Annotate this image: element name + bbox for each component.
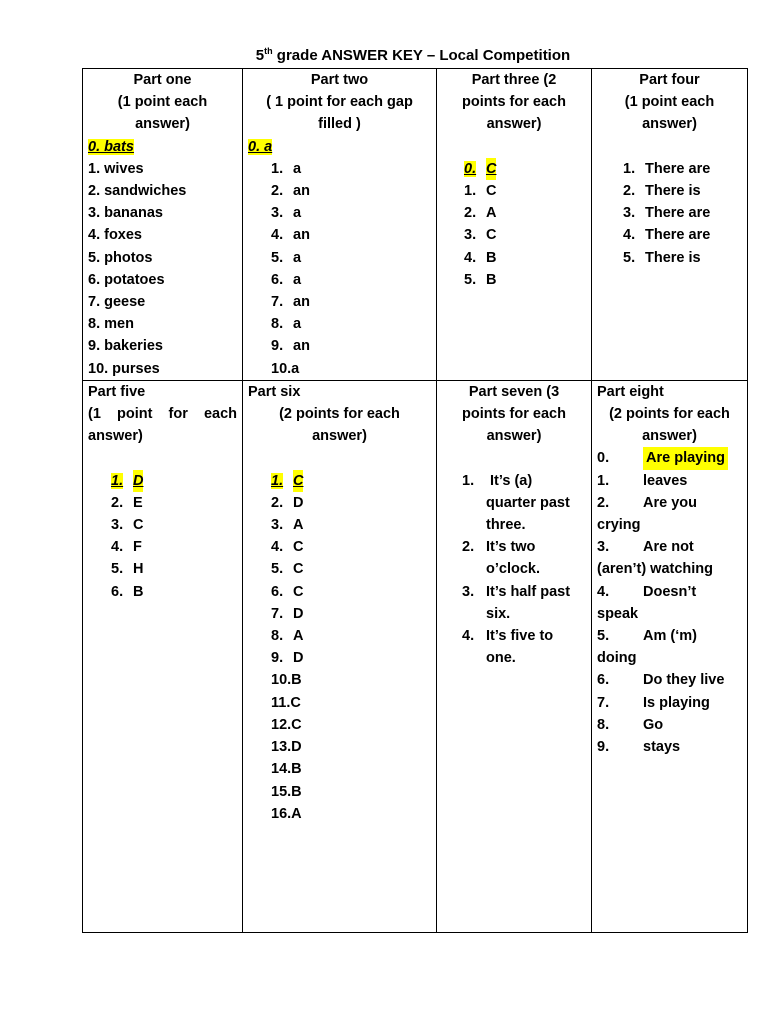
item-number: 5. [271,249,284,266]
item-number: 6. [597,672,610,689]
list-item [597,492,742,514]
item-answer: a [293,205,302,222]
item-answer: an [293,227,310,244]
list-item: 3. bananas [88,205,163,222]
item-answer: 11.C [271,694,301,711]
item-answer: C [293,583,304,600]
item-answer: 14.B [271,761,302,778]
list-item [271,313,431,335]
item-answer: A [486,205,497,222]
list-item: 5. photos [88,249,153,266]
item-answer [486,625,553,669]
list-item [462,536,586,580]
list-item [111,492,237,514]
answer-line: o’clock. [486,561,540,578]
list-item [271,202,431,224]
part-five-first: 1. D [111,470,237,492]
item-number: 9. [271,650,284,667]
answer-line: It’s five to [486,628,554,645]
item-number: 8. [271,316,284,333]
list-item [597,714,742,736]
item-answer: Is playing [643,694,710,711]
list-item [271,492,431,514]
list-item: 9. bakeries [88,338,163,355]
item-number: 8. [597,716,610,733]
item-answer: C [133,517,144,534]
item-answer: There are [645,160,711,177]
answer-line: It’s two [486,539,536,556]
item-answer: 16.A [271,805,302,822]
list-item [271,758,431,780]
list-item [462,581,586,625]
list-item [623,158,742,180]
item-answer: 15.B [271,783,302,800]
item-number: 5. [271,561,284,578]
list-item [464,202,586,224]
part-four-cell: Part four (1 point each answer) 1. There are 2. There is 3. There are 4. There are 5. There is [592,69,748,381]
item-number: 3. [462,583,475,600]
item-answer: B [486,249,497,266]
item-answer: an [293,294,310,311]
item-answer: C [486,183,497,200]
part-one-cell: Part one (1 point each answer) 0. bats 1. wives 2. sandwiches 3. bananas 4. foxes 5. photos 6. potatoes 7. geese 8. men 9. bakeries 10. purses [83,69,243,381]
list-item [597,669,742,691]
item-number: 4. [111,539,124,556]
list-item [597,581,742,603]
list-item [597,536,742,558]
item-answer: There are [645,205,711,222]
part-eight-cell: Part eight (2 points for each answer) 0. Are playing 1. leaves 2. Are you crying 3. Are not (aren’t) watching 4. Doesn’t speak 5. Am (‘m) doing 6. Do they live 7. Is playing 8. Go 9. stays [592,380,748,932]
list-item [111,514,237,536]
item-number: 2. [271,183,284,200]
part-three-example: 0. C [464,158,586,180]
item-answer: Doesn’t [643,583,697,600]
list-item [271,603,431,625]
item-number: 4. [464,249,477,266]
item-number: 3. [111,517,124,534]
list-item [271,514,431,536]
item-number: 4. [597,583,610,600]
part-six-list [271,492,431,825]
list-item [111,581,237,603]
list-item [623,224,742,246]
list-item [597,736,742,758]
part-four-heading: Part four [639,72,700,88]
item-answer: Do they live [643,672,725,689]
answer-line: one. [486,650,516,667]
item-answer: Go [643,716,664,733]
list-item [271,335,431,357]
item-number: 4. [462,628,475,645]
list-item [462,470,586,537]
item-number: 2. [111,494,124,511]
part-three-list [464,180,586,291]
item-answer: Are you [643,494,697,511]
item-number: 5. [111,561,124,578]
item-number: 9. [271,338,284,355]
list-item [597,625,742,647]
list-item: 8. men [88,316,134,333]
item-answer: A [293,517,304,534]
document-title: 5th grade ANSWER KEY – Local Competition [255,46,571,64]
list-item [464,247,586,269]
item-answer: B [486,271,497,288]
item-number: 7. [271,605,284,622]
item-number: 6. [111,583,124,600]
list-item [271,581,431,603]
item-number: 2. [597,494,610,511]
item-answer: There is [645,183,701,200]
item-answer: 10.B [271,672,302,689]
list-item [271,247,431,269]
list-item [597,447,742,469]
list-item [271,625,431,647]
list-item [623,247,742,269]
item-number: 5. [464,271,477,288]
item-answer: Are playing [643,447,728,469]
item-answer: There are [645,227,711,244]
list-item [597,470,742,492]
item-number: 5. [623,249,636,266]
item-answer: stays [643,739,681,756]
item-number: 3. [623,205,636,222]
list-item [464,180,586,202]
item-number: 3. [271,517,284,534]
item-answer: a [293,160,302,177]
list-item [462,625,586,669]
item-answer [486,470,570,537]
list-item [271,558,431,580]
item-answer: 10.a [271,360,300,377]
answer-continuation: doing [597,650,637,667]
list-item [271,180,431,202]
item-answer: leaves [643,472,688,489]
list-item [271,669,431,691]
item-answer: H [133,561,144,578]
list-item [271,647,431,669]
part-five-heading: Part five [88,383,146,400]
list-item [271,291,431,313]
list-item [271,158,431,180]
list-item: 2. sandwiches [88,183,187,200]
part-six-first: 1. C [271,470,431,492]
answer-line: quarter past [486,494,570,511]
item-answer: D [293,494,304,511]
list-item [271,803,431,825]
list-item [623,202,742,224]
item-number: 2. [271,494,284,511]
item-number: 1. [462,472,475,489]
list-item [464,224,586,246]
item-number: 4. [271,539,284,556]
part-six-heading: Part six [248,383,301,400]
item-answer: 13.D [271,739,302,756]
item-answer: Am (‘m) [643,628,697,645]
answer-key-table [82,68,748,933]
item-number: 2. [462,539,475,556]
part-three-cell: Part three (2 points for each answer) 0. C 1. C 2. A 3. C 4. B 5. B [437,69,592,381]
answer-line: It’s half past [486,583,571,600]
item-answer [486,536,540,580]
part-seven-list [442,470,586,670]
item-answer: 12.C [271,716,302,733]
part-three-heading: Part three (2 [471,72,557,88]
list-item [271,536,431,558]
item-answer: a [293,249,302,266]
item-answer: E [133,494,143,511]
part-two-cell: Part two ( 1 point for each gap filled ) 0. a 1. a 2. an 3. a 4. an 5. a 6. a 7. an 8. a 9. an 10.a [243,69,437,381]
item-answer: a [293,316,302,333]
answer-continuation: (aren’t) watching [597,561,714,578]
list-item [271,224,431,246]
list-item: 1. wives [88,160,144,177]
item-number: 1. [464,183,477,200]
item-number: 7. [271,294,284,311]
list-item [271,269,431,291]
item-number: 7. [597,694,610,711]
item-number: 4. [271,227,284,244]
answer-line: six. [486,605,511,622]
item-answer: B [133,583,144,600]
item-number: 1. [623,160,636,177]
part-four-list [597,158,742,269]
item-number: 3. [464,227,477,244]
item-answer: There is [645,249,701,266]
item-number: 1. [271,160,284,177]
item-answer: C [293,561,304,578]
part-seven-heading: Part seven (3 [468,383,560,400]
part-six-cell: Part six (2 points for each answer) 1. C 2. D 3. A 4. C 5. C 6. C 7. D 8. A 9. D 10.B 11.C 12.C 13.D 14.B 15.B 16.A [243,380,437,932]
part-eight-heading: Part eight [597,383,664,400]
item-answer: D [293,605,304,622]
item-number: 9. [597,739,610,756]
item-number: 2. [464,205,477,222]
list-item: 4. foxes [88,227,142,244]
answer-line: three. [486,517,526,534]
item-number: 1. [597,472,610,489]
part-one-list [88,158,237,380]
item-answer: F [133,539,142,556]
list-item [623,180,742,202]
part-five-list [111,492,237,603]
item-answer: A [293,628,304,645]
list-item [271,714,431,736]
item-answer: Are not [643,539,694,556]
item-answer: C [293,539,304,556]
item-number: 6. [271,271,284,288]
list-item: 7. geese [88,294,146,311]
part-one-heading: Part one [133,72,192,88]
list-item: 6. potatoes [88,271,165,288]
part-two-example: 0. a [248,138,273,155]
item-number: 3. [597,539,610,556]
answer-continuation: crying [597,517,641,534]
list-item [111,558,237,580]
answer-continuation: speak [597,605,639,622]
item-number: 0. [597,450,610,467]
answer-line: It’s (a) [490,472,533,489]
item-number: 4. [623,227,636,244]
list-item [271,692,431,714]
item-answer: D [293,650,304,667]
list-item: 10. purses [88,360,160,377]
item-answer: a [293,271,302,288]
item-number: 6. [271,583,284,600]
list-item [597,692,742,714]
part-two-heading: Part two [310,72,369,88]
part-one-example: 0. bats [88,138,134,155]
item-answer: an [293,338,310,355]
part-eight-list [597,447,742,758]
part-seven-cell: Part seven (3 points for each answer) 1. It’s (a) quarter past three. 2. It’s two o’clock. 3. It’s half past six. 4. It’s five to one. [437,380,592,932]
item-answer [486,581,570,625]
part-two-list [248,158,431,380]
item-answer: C [486,227,497,244]
list-item [464,269,586,291]
list-item [111,536,237,558]
list-item [271,781,431,803]
part-five-cell: Part five (1 point for each answer) 1. D 2. E 3. C 4. F 5. H 6. B [83,380,243,932]
item-number: 2. [623,183,636,200]
item-number: 3. [271,205,284,222]
list-item [271,358,431,380]
item-number: 5. [597,628,610,645]
list-item [271,736,431,758]
item-number: 8. [271,628,284,645]
item-answer: an [293,183,310,200]
